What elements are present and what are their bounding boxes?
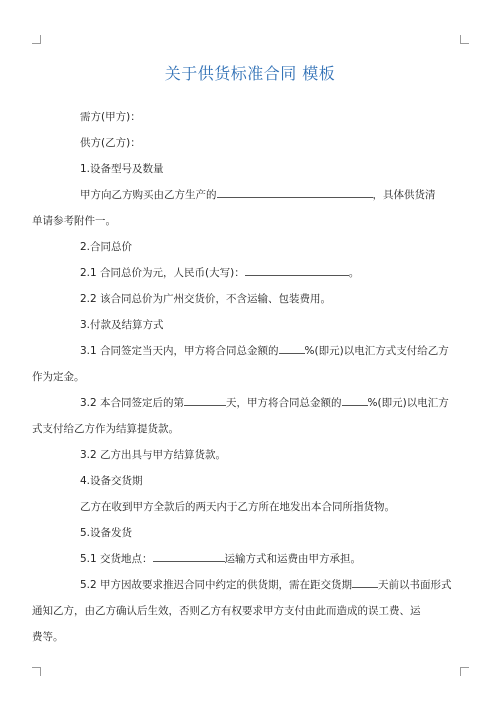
days-blank [184, 395, 226, 406]
section-3-2-text-a: 3.2 本合同签定后的第 [80, 397, 185, 409]
section-1-line-2: 单请参考附件一。 [32, 215, 116, 227]
section-5-1 [60, 546, 445, 572]
amount-blank [245, 265, 349, 276]
document-title: 关于供货标准合同 模板 [164, 64, 336, 83]
buyer-line: 需方(甲方)： [80, 111, 141, 123]
section-3-3: 3.2 乙方出具与甲方结算货款。 [80, 449, 227, 461]
deposit-percent-blank [279, 343, 305, 354]
section-3-2-text-c: %(即元)以电汇方 [367, 397, 449, 409]
section-5-1-text-a: 5.1 交货地点： [80, 553, 153, 565]
section-3-1-text-a: 3.1 合同签定当天内，甲方将合同总金额的 [80, 345, 279, 357]
section-5-2-text-b: 天前以书面形式 [378, 579, 452, 591]
section-5-2-line-2: 通知乙方，由乙方确认后生效，否则乙方有权要求甲方支付由此而造成的误工费、运 [32, 605, 421, 617]
section-1-text-b: ，具体供货清 [372, 189, 436, 201]
crop-mark-top-right [460, 35, 469, 44]
section-4-heading: 4.设备交货期 [80, 475, 143, 487]
section-1-line-1 [60, 182, 445, 208]
crop-mark-bottom-left [32, 667, 41, 676]
section-4-text: 乙方在收到甲方全款后的两天内于乙方所在地发出本合同所指货物。 [80, 501, 395, 513]
section-2-2: 2.2 该合同总价为广州交货价，不含运输、包装费用。 [80, 293, 332, 305]
section-2-heading: 2.合同总价 [80, 241, 133, 253]
notice-days-blank [352, 577, 378, 588]
section-3-2-line-1 [60, 390, 449, 416]
section-1-text-a: 甲方向乙方购买由乙方生产的 [80, 189, 217, 201]
section-2-1-text-b: 。 [348, 267, 360, 279]
section-2-1-text-a: 2.1 合同总价为元，人民币(大写)： [80, 267, 245, 279]
section-5-2-text-a: 5.2 甲方因故要求推迟合同中约定的供货期，需在距交货期 [80, 579, 353, 591]
section-3-1-line-1 [60, 338, 449, 364]
section-5-2-line-3: 费等。 [32, 631, 64, 643]
payment-percent-blank [342, 395, 368, 406]
section-3-2-line-2: 式支付给乙方作为结算提货款。 [32, 423, 179, 435]
section-5-2-line-1 [60, 572, 452, 598]
crop-mark-bottom-right [460, 667, 469, 676]
section-1-heading: 1.设备型号及数量 [80, 163, 164, 175]
section-3-1-text-b: %(即元)以电汇方式支付给乙方 [304, 345, 449, 357]
delivery-place-blank [153, 551, 225, 562]
crop-mark-top-left [32, 35, 41, 44]
section-5-heading: 5.设备发货 [80, 527, 133, 539]
product-blank [217, 187, 373, 198]
supplier-line: 供方(乙方)： [80, 137, 141, 149]
document-body [32, 104, 452, 650]
section-5-1-text-b: 运输方式和运费由甲方承担。 [224, 553, 362, 565]
section-2-1 [60, 260, 445, 286]
section-3-heading: 3.付款及结算方式 [80, 319, 164, 331]
section-3-2-text-b: 天，甲方将合同总金额的 [226, 397, 342, 409]
section-3-1-line-2: 作为定金。 [32, 371, 85, 383]
